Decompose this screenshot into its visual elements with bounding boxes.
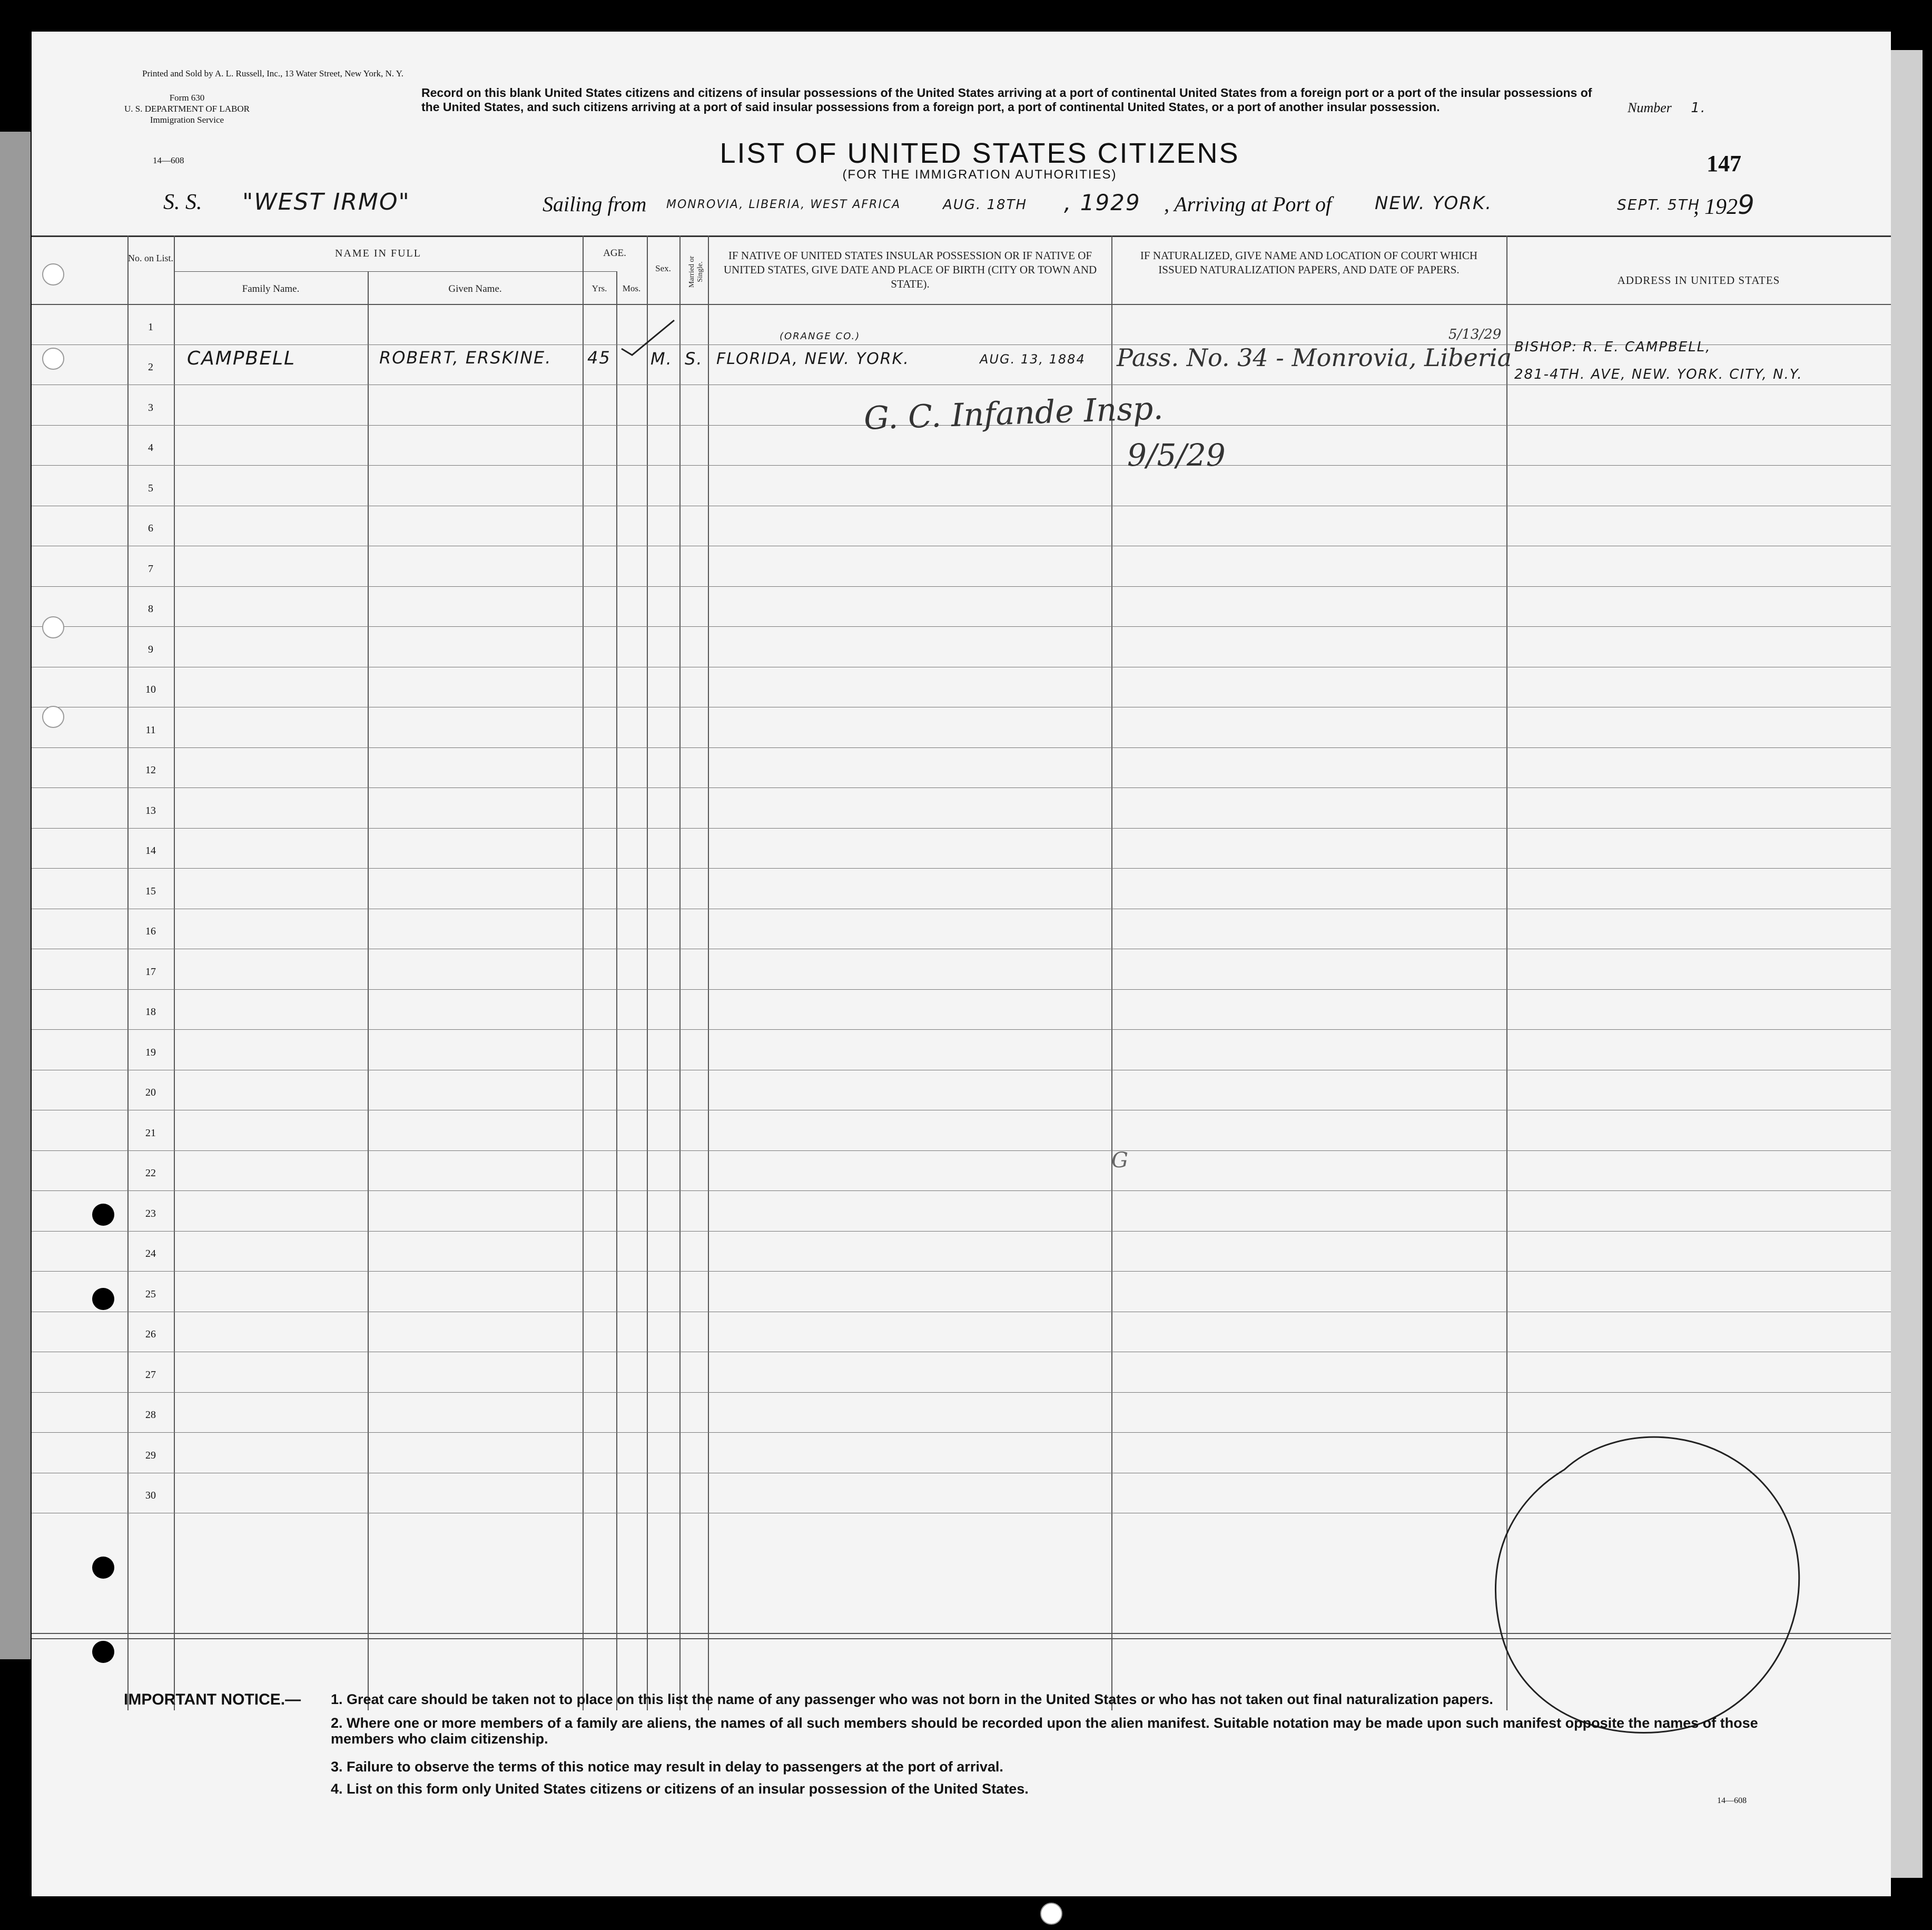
row-rule [32,1190,1891,1191]
bottom-hole [1040,1903,1062,1925]
manifest-sheet [32,32,1891,1896]
row-rule [32,989,1891,990]
entry-sex: M. [650,349,673,369]
col-mos: Mos. [622,283,641,293]
row-number: 29 [145,1450,156,1461]
row-rule [32,1029,1891,1030]
row-number: 17 [145,966,156,978]
col-given-name: Given Name. [448,283,502,294]
row-number: 23 [145,1208,156,1219]
number-value: 1. [1691,100,1707,116]
entry-birth-place: FLORIDA, NEW. YORK. [716,350,910,368]
entry-address-line2: 281-4TH. AVE, NEW. YORK. CITY, N.Y. [1514,367,1803,382]
sailing-from: MONROVIA, LIBERIA, WEST AFRICA [666,198,901,211]
binder-hole [92,1288,114,1310]
col-sex: Sex. [655,263,671,273]
sailing-year: , 1929 [1064,190,1141,215]
form-info [124,92,250,125]
arriving-port: NEW. YORK. [1375,193,1493,214]
notice-item-2: 2. Where one or more members of a family are aliens, the names of all such members should be recorded upon the alien manifest. Suitable notation may be made upon such manifest opposite the names of those members who claim citizenship. [331,1715,1758,1747]
row-number: 21 [145,1127,156,1139]
binder-hole [92,1641,114,1663]
notice-heading: IMPORTANT NOTICE.— [124,1691,301,1708]
page-title: LIST OF UNITED STATES CITIZENS [719,137,1240,169]
row-rule [32,787,1891,788]
col-married-single: Married or Single. [688,255,704,288]
col-family-name: Family Name. [242,283,300,294]
printer-line: Printed and Sold by A. L. Russell, Inc., 13 Water Street, New York, N. Y. [142,68,404,78]
col-age: AGE. [603,248,626,259]
row-number: 20 [145,1087,156,1098]
underlying-page-left [0,132,31,1659]
entry-address-line1: BISHOP: R. E. CAMPBELL, [1514,339,1711,355]
row-number: 5 [148,483,153,494]
row-number: 30 [145,1490,156,1501]
binder-hole [42,263,64,285]
page-subtitle: (FOR THE IMMIGRATION AUTHORITIES) [842,168,1117,182]
row-rule [32,1231,1891,1232]
row-number: 2 [148,361,153,373]
row-number: 12 [145,764,156,776]
row-rule [32,626,1891,627]
notice-item-1: 1. Great care should be taken not to place on this list the name of any passenger who was not born in the United States or who has not taken out final naturalization papers. [331,1691,1493,1707]
inspector-date: 9/5/29 [1127,437,1226,473]
row-number: 6 [148,523,153,534]
notice-item-4: 4. List on this form only United States citizens or citizens of an insular possession of the United States. [331,1781,1029,1797]
row-number: 3 [148,402,153,413]
binder-hole [42,348,64,370]
row-number: 1 [148,321,153,333]
row-rule [32,1271,1891,1272]
row-number: 14 [145,845,156,856]
binder-hole [92,1557,114,1579]
entry-family-name: CAMPBELL [187,348,296,369]
row-number: 13 [145,805,156,816]
row-number: 8 [148,603,153,615]
notice-item-3: 3. Failure to observe the terms of this notice may result in delay to passengers at the port of arrival. [331,1759,1003,1775]
row-rule [32,465,1891,466]
row-number: 19 [145,1047,156,1058]
arrival-year [1693,190,1756,220]
row-number: 25 [145,1288,156,1300]
stray-mark: G [1111,1148,1128,1173]
number-field [1628,100,1706,116]
row-number: 28 [145,1409,156,1421]
sailing-label: Sailing from [543,192,647,216]
arrival-year-suffix: 9 [1738,190,1756,220]
row-number: 10 [145,684,156,695]
entry-given-name: ROBERT, ERSKINE. [379,348,552,368]
entry-birth-date: AUG. 13, 1884 [980,352,1086,367]
row-rule [32,828,1891,829]
col-naturalized: IF NATURALIZED, GIVE NAME AND LOCATION OF COURT WHICH ISSUED NATURALIZATION PAPERS, AND DATE OF PAPERS. [1140,249,1478,276]
row-number: 15 [145,885,156,897]
row-rule [32,868,1891,869]
arrival-year-prefix: , 192 [1693,195,1738,219]
form-number: Form 630 [169,93,205,103]
ship-name: "WEST IRMO" [242,189,410,215]
entry-naturalization-date: 5/13/29 [1448,327,1502,342]
row-number: 24 [145,1248,156,1259]
arrival-date: SEPT. 5TH [1617,196,1700,213]
form-code: 14—608 [153,155,184,165]
col-address: ADDRESS IN UNITED STATES [1617,274,1780,287]
form-department: U. S. DEPARTMENT OF LABOR [124,104,250,114]
arriving-label: , Arriving at Port of [1164,192,1332,216]
row-rule [32,586,1891,587]
col-yrs: Yrs. [592,283,607,293]
entry-naturalization: Pass. No. 34 - Monrovia, Liberia [1117,343,1512,372]
col-no: No. on List. [127,253,173,263]
number-label: Number [1628,100,1672,115]
sailing-date: AUG. 18TH [943,197,1028,213]
row-rule [32,1392,1891,1393]
row-number: 16 [145,925,156,937]
row-number: 4 [148,442,153,454]
ss-label: S. S. [163,190,202,214]
row-rule [32,747,1891,748]
row-number: 26 [145,1328,156,1340]
entry-age-yrs: 45 [587,348,611,368]
row-rule [32,1150,1891,1151]
binder-hole [92,1204,114,1226]
binder-hole [42,706,64,728]
row-number: 18 [145,1006,156,1018]
form-service: Immigration Service [150,115,224,125]
row-number: 11 [145,724,156,736]
entry-marital: S. [685,349,703,369]
instructions: Record on this blank United States citizens and citizens of insular possessions of the United States arriving at a port of continental United States from a foreign port or a port of the insular possessions of the United States, and such citizens arriving at a port of said insular possessions from a foreign port, a port of continental United States, or a port of another insular possession. [421,86,1592,114]
col-native-birth: IF NATIVE OF UNITED STATES INSULAR POSSESSION OR IF NATIVE OF UNITED STATES, GIVE DATE AND PLACE OF BIRTH (CITY OR TOWN AND STATE). [723,249,1097,290]
binder-hole [42,616,64,638]
inspector-signature: G. C. Infande Insp. [863,390,1164,437]
row-number: 22 [145,1167,156,1179]
footer-code: 14—608 [1717,1796,1747,1805]
row-number: 27 [145,1369,156,1381]
col-name-in-full: NAME IN FULL [335,248,421,259]
row-number: 7 [148,563,153,575]
row-number: 9 [148,644,153,655]
page-number: 147 [1707,151,1741,176]
entry-birth-county: (ORANGE CO.) [780,331,861,342]
